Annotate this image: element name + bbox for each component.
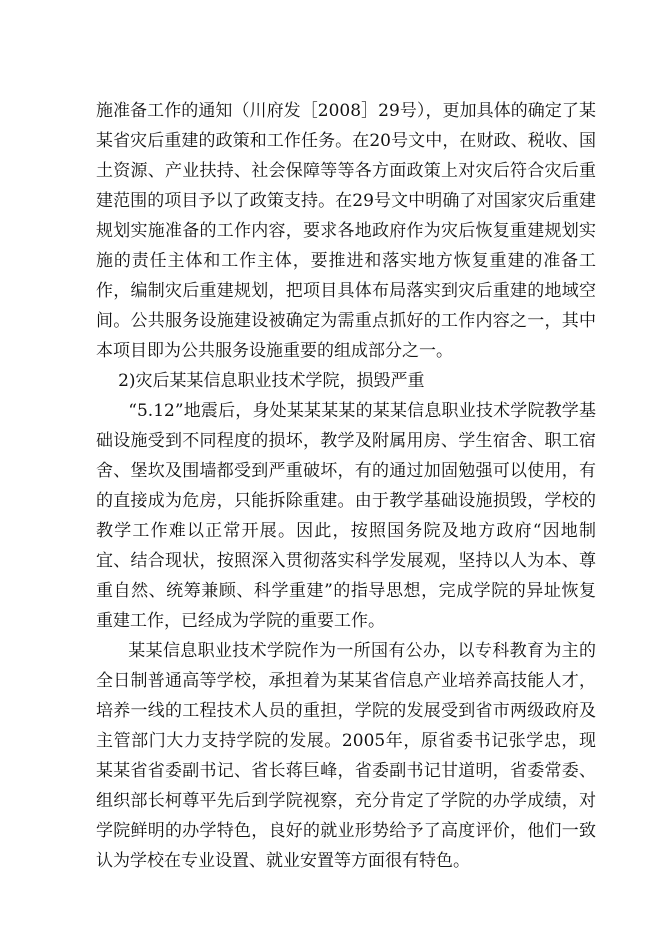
paragraph-earthquake-damage: “5.12”地震后，身处某某某某的某某信息职业技术学院教学基础设施受到不同程度的损坏，教学及附属用房、学生宿舍、职工宿舍、堡坎及围墙都受到严重破坏，有的通过加固勉强可以使用，有的直接成为危房，只能拆除重建。由于教学基础设施损毁，学校的教学工作难以正常开展。因此，按照国务院及地方政府“因地制宜、结合现状，按照深入贯彻落实科学发展观，坚持以人为本、尊重自然、统筹兼顾、科学重建”的指导思想，完成学院的异址恢复重建工作，已经成为学院的重要工作。 bbox=[96, 401, 596, 631]
section-heading-damage: 2)灾后某某信息职业技术学院，损毁严重 bbox=[118, 371, 425, 391]
document-body bbox=[96, 96, 596, 876]
paragraph-college-profile: 某某信息职业技术学院作为一所国有公办，以专科教育为主的全日制普通高等学校，承担着为某某省信息产业培养高技能人才，培养一线的工程技术人员的重担，学院的发展受到省市两级政府及主管部门大力支持学院的发展。2005年，原省委书记张学忠，现某某省省委副书记、省长蒋巨峰，省委副书记甘道明，省委常委、组织部长柯尊平先后到学院视察，充分肯定了学院的办学成绩，对学院鲜明的办学特色，良好的就业形势给予了高度评价，他们一致认为学校在专业设置、就业安置等方面很有特色。 bbox=[96, 641, 596, 871]
paragraph-policy-continuation: 施准备工作的通知（川府发［2008］29号），更加具体的确定了某某省灾后重建的政策和工作任务。在20号文中，在财政、税收、国土资源、产业扶持、社会保障等等各方面政策上对灾后符合灾后重建范围的项目予以了政策支持。在29号文中明确了对国家灾后重建规划实施准备的工作内容，要求各地政府作为灾后恢复重建规划实施的责任主体和工作主体，要推进和落实地方恢复重建的准备工作，编制灾后重建规划，把项目具体布局落实到灾后重建的地域空间。公共服务设施建设被确定为需重点抓好的工作内容之一，其中本项目即为公共服务设施重要的组成部分之一。 bbox=[96, 101, 596, 361]
